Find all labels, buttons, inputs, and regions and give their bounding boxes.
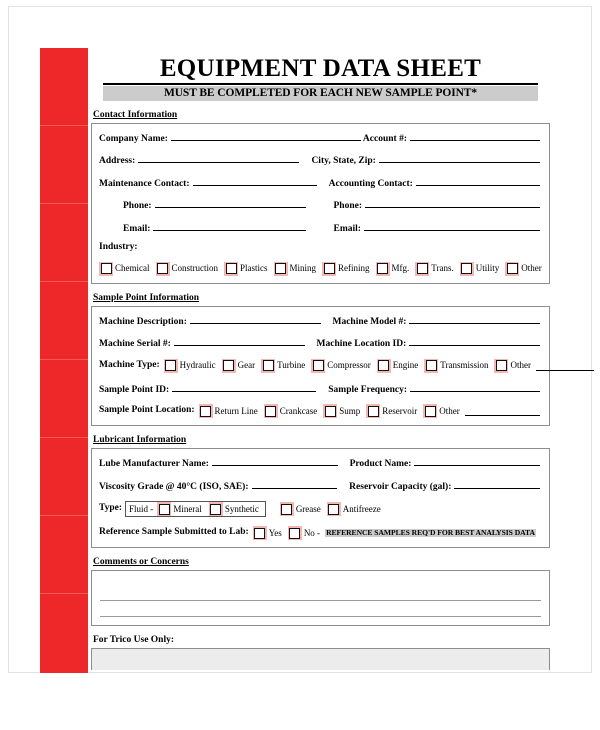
row-emails xyxy=(99,221,542,235)
industry-label: Industry: xyxy=(99,242,138,253)
row-address-city xyxy=(99,153,542,167)
brand-red-sidebar xyxy=(40,48,88,673)
email-input-left[interactable] xyxy=(153,221,305,231)
label-industry-other: Other xyxy=(521,263,542,274)
row-machine-serial-location xyxy=(99,336,542,350)
checkbox-reference-no[interactable] xyxy=(288,526,302,540)
red-bar-segment xyxy=(40,360,88,438)
product-name-input[interactable] xyxy=(414,456,540,466)
email-label-left: Email: xyxy=(123,223,151,234)
label-reference-yes: Yes xyxy=(268,527,282,538)
lube-manufacturer-label: Lube Manufacturer Name: xyxy=(99,459,209,470)
form-sheet xyxy=(91,48,550,670)
checkbox-industry-mfg[interactable] xyxy=(376,262,390,276)
checkbox-machine-type-hydraulic[interactable] xyxy=(164,359,178,373)
label-location-sump: Sump xyxy=(339,405,361,416)
row-machine-description-model xyxy=(99,314,542,328)
machine-type-label: Machine Type: xyxy=(99,359,160,370)
checkbox-industry-mining[interactable] xyxy=(274,262,288,276)
row-lube-manufacturer-product xyxy=(99,456,542,470)
email-input-right[interactable] xyxy=(364,221,540,231)
contact-information-box xyxy=(91,123,550,284)
phone-left-group xyxy=(99,198,308,212)
trico-use-only-box xyxy=(91,648,550,670)
checkbox-machine-type-transmission[interactable] xyxy=(424,359,438,373)
red-bar-segment xyxy=(40,204,88,282)
checkbox-machine-type-compressor[interactable] xyxy=(311,359,325,373)
industry-options-row xyxy=(99,262,542,276)
label-machine-type-other: Other xyxy=(510,360,531,371)
sample-point-id-label: Sample Point ID: xyxy=(99,384,170,395)
label-type-antifreeze: Antifreeze xyxy=(342,503,381,514)
label-location-reservoir: Reservoir xyxy=(382,405,418,416)
address-label: Address: xyxy=(99,156,136,167)
company-name-input[interactable] xyxy=(171,131,361,141)
phone-input-left[interactable] xyxy=(155,198,306,208)
sample-point-information-box xyxy=(91,306,550,427)
email-left-group xyxy=(99,221,308,235)
lube-manufacturer-input[interactable] xyxy=(212,456,338,466)
checkbox-industry-plastics[interactable] xyxy=(224,262,238,276)
label-industry-chemical: Chemical xyxy=(115,263,150,274)
checkbox-fluid-mineral[interactable] xyxy=(157,502,171,516)
label-industry-utility: Utility xyxy=(475,263,500,274)
section-heading-trico: For Trico Use Only: xyxy=(93,635,175,646)
reservoir-capacity-label: Reservoir Capacity (gal): xyxy=(349,481,452,492)
label-fluid-mineral: Mineral xyxy=(173,503,202,514)
section-heading-contact: Contact Information xyxy=(93,109,178,120)
checkbox-type-antifreeze[interactable] xyxy=(327,502,341,516)
label-location-return-line: Return Line xyxy=(214,405,258,416)
row-phones xyxy=(99,198,542,212)
company-name-label: Company Name: xyxy=(99,133,168,144)
account-number-input[interactable] xyxy=(410,131,540,141)
checkbox-reference-yes[interactable] xyxy=(253,526,267,540)
reference-sample-label: Reference Sample Submitted to Lab: xyxy=(99,527,249,538)
sample-point-location-row xyxy=(99,404,542,418)
fluid-option-group xyxy=(125,501,266,517)
section-heading-lubricant: Lubricant Information xyxy=(93,435,187,446)
machine-serial-label: Machine Serial #: xyxy=(99,339,171,350)
product-name-label: Product Name: xyxy=(349,459,412,470)
phone-right-group xyxy=(334,198,543,212)
reference-sample-row xyxy=(99,526,542,540)
phone-label-left: Phone: xyxy=(123,201,152,212)
checkbox-location-return-line[interactable] xyxy=(199,404,213,418)
label-machine-type-compressor: Compressor xyxy=(327,360,371,371)
checkbox-location-reservoir[interactable] xyxy=(366,404,380,418)
location-other-input[interactable] xyxy=(465,406,540,416)
reference-sample-warning: REFERENCE SAMPLES REQ'D FOR BEST ANALYSIS DATA xyxy=(326,528,535,538)
red-bar-segment xyxy=(40,48,88,126)
viscosity-grade-input[interactable] xyxy=(252,479,338,489)
machine-type-other-input[interactable] xyxy=(536,361,594,371)
machine-description-input[interactable] xyxy=(190,314,321,324)
section-heading-comments: Comments or Concerns xyxy=(93,557,189,568)
label-industry-trans: Trans. xyxy=(431,263,454,274)
machine-description-label: Machine Description: xyxy=(99,316,187,327)
checkbox-industry-trans[interactable] xyxy=(415,262,429,276)
machine-location-input[interactable] xyxy=(409,336,540,346)
checkbox-machine-type-gear[interactable] xyxy=(222,359,236,373)
red-bar-segment xyxy=(40,126,88,204)
row-industry-label xyxy=(99,243,542,253)
row-maintenance-accounting xyxy=(99,176,542,190)
phone-input-right[interactable] xyxy=(365,198,540,208)
accounting-contact-label: Accounting Contact: xyxy=(328,178,413,189)
lubricant-type-label: Type: xyxy=(99,503,123,514)
checkbox-machine-type-turbine[interactable] xyxy=(261,359,275,373)
label-industry-mfg: Mfg. xyxy=(391,263,410,274)
account-number-label: Account #: xyxy=(362,133,407,144)
checkbox-fluid-synthetic[interactable] xyxy=(209,502,223,516)
label-fluid-synthetic: Synthetic xyxy=(224,503,259,514)
row-company-account xyxy=(99,131,542,145)
section-heading-sample-point: Sample Point Information xyxy=(93,292,200,303)
label-industry-plastics: Plastics xyxy=(240,263,268,274)
accounting-contact-input[interactable] xyxy=(416,176,540,186)
address-input[interactable] xyxy=(138,153,299,163)
fluid-lead-label: Fluid - xyxy=(129,503,154,514)
machine-model-label: Machine Model #: xyxy=(332,316,407,327)
checkbox-type-grease[interactable] xyxy=(280,502,294,516)
checkbox-industry-utility[interactable] xyxy=(460,262,474,276)
sample-frequency-input[interactable] xyxy=(410,382,540,392)
checkbox-industry-other[interactable] xyxy=(505,262,519,276)
machine-model-input[interactable] xyxy=(409,314,540,324)
checkbox-industry-chemical[interactable] xyxy=(99,262,113,276)
checkbox-location-sump[interactable] xyxy=(323,404,337,418)
row-sample-point-id-frequency xyxy=(99,382,542,396)
red-bar-segment xyxy=(40,282,88,360)
city-state-zip-label: City, State, Zip: xyxy=(311,156,376,167)
checkbox-industry-construction[interactable] xyxy=(156,262,170,276)
comments-line[interactable] xyxy=(100,601,541,617)
phone-label-right: Phone: xyxy=(333,201,362,212)
email-label-right: Email: xyxy=(333,223,361,234)
label-location-crankcase: Crankcase xyxy=(279,405,318,416)
sample-point-location-label: Sample Point Location: xyxy=(99,405,195,416)
machine-type-row xyxy=(99,359,542,373)
label-machine-type-gear: Gear xyxy=(237,360,256,371)
sample-point-id-input[interactable] xyxy=(172,382,316,392)
comments-box[interactable] xyxy=(91,570,550,626)
label-machine-type-turbine: Turbine xyxy=(277,360,306,371)
email-right-group xyxy=(334,221,543,235)
label-machine-type-transmission: Transmission xyxy=(440,360,489,371)
checkbox-location-other[interactable] xyxy=(423,404,437,418)
red-bar-segment xyxy=(40,594,88,672)
label-reference-no: No - xyxy=(303,527,321,538)
viscosity-grade-label: Viscosity Grade @ 40°C (ISO, SAE): xyxy=(99,481,249,492)
machine-location-label: Machine Location ID: xyxy=(316,339,407,350)
checkbox-industry-refining[interactable] xyxy=(322,262,336,276)
label-industry-refining: Refining xyxy=(338,263,370,274)
red-bar-segment xyxy=(40,438,88,516)
red-bar-segment xyxy=(40,516,88,594)
label-industry-mining: Mining xyxy=(289,263,317,274)
checkbox-location-crankcase[interactable] xyxy=(264,404,278,418)
lubricant-type-row xyxy=(99,501,542,517)
machine-serial-input[interactable] xyxy=(174,336,305,346)
reservoir-capacity-input[interactable] xyxy=(454,479,540,489)
label-type-grease: Grease xyxy=(295,503,321,514)
comments-line[interactable] xyxy=(100,585,541,601)
maintenance-contact-label: Maintenance Contact: xyxy=(99,178,190,189)
city-state-zip-input[interactable] xyxy=(379,153,540,163)
sample-frequency-label: Sample Frequency: xyxy=(328,384,407,395)
checkbox-machine-type-other[interactable] xyxy=(494,359,508,373)
page-title: EQUIPMENT DATA SHEET xyxy=(103,56,538,85)
label-industry-construction: Construction xyxy=(171,263,218,274)
page-subtitle: MUST BE COMPLETED FOR EACH NEW SAMPLE POINT* xyxy=(103,86,538,100)
label-location-other: Other xyxy=(439,405,460,416)
lubricant-information-box xyxy=(91,448,550,548)
row-viscosity-reservoir xyxy=(99,479,542,493)
label-machine-type-engine: Engine xyxy=(392,360,419,371)
label-machine-type-hydraulic: Hydraulic xyxy=(179,360,216,371)
maintenance-contact-input[interactable] xyxy=(193,176,317,186)
checkbox-machine-type-engine[interactable] xyxy=(377,359,391,373)
